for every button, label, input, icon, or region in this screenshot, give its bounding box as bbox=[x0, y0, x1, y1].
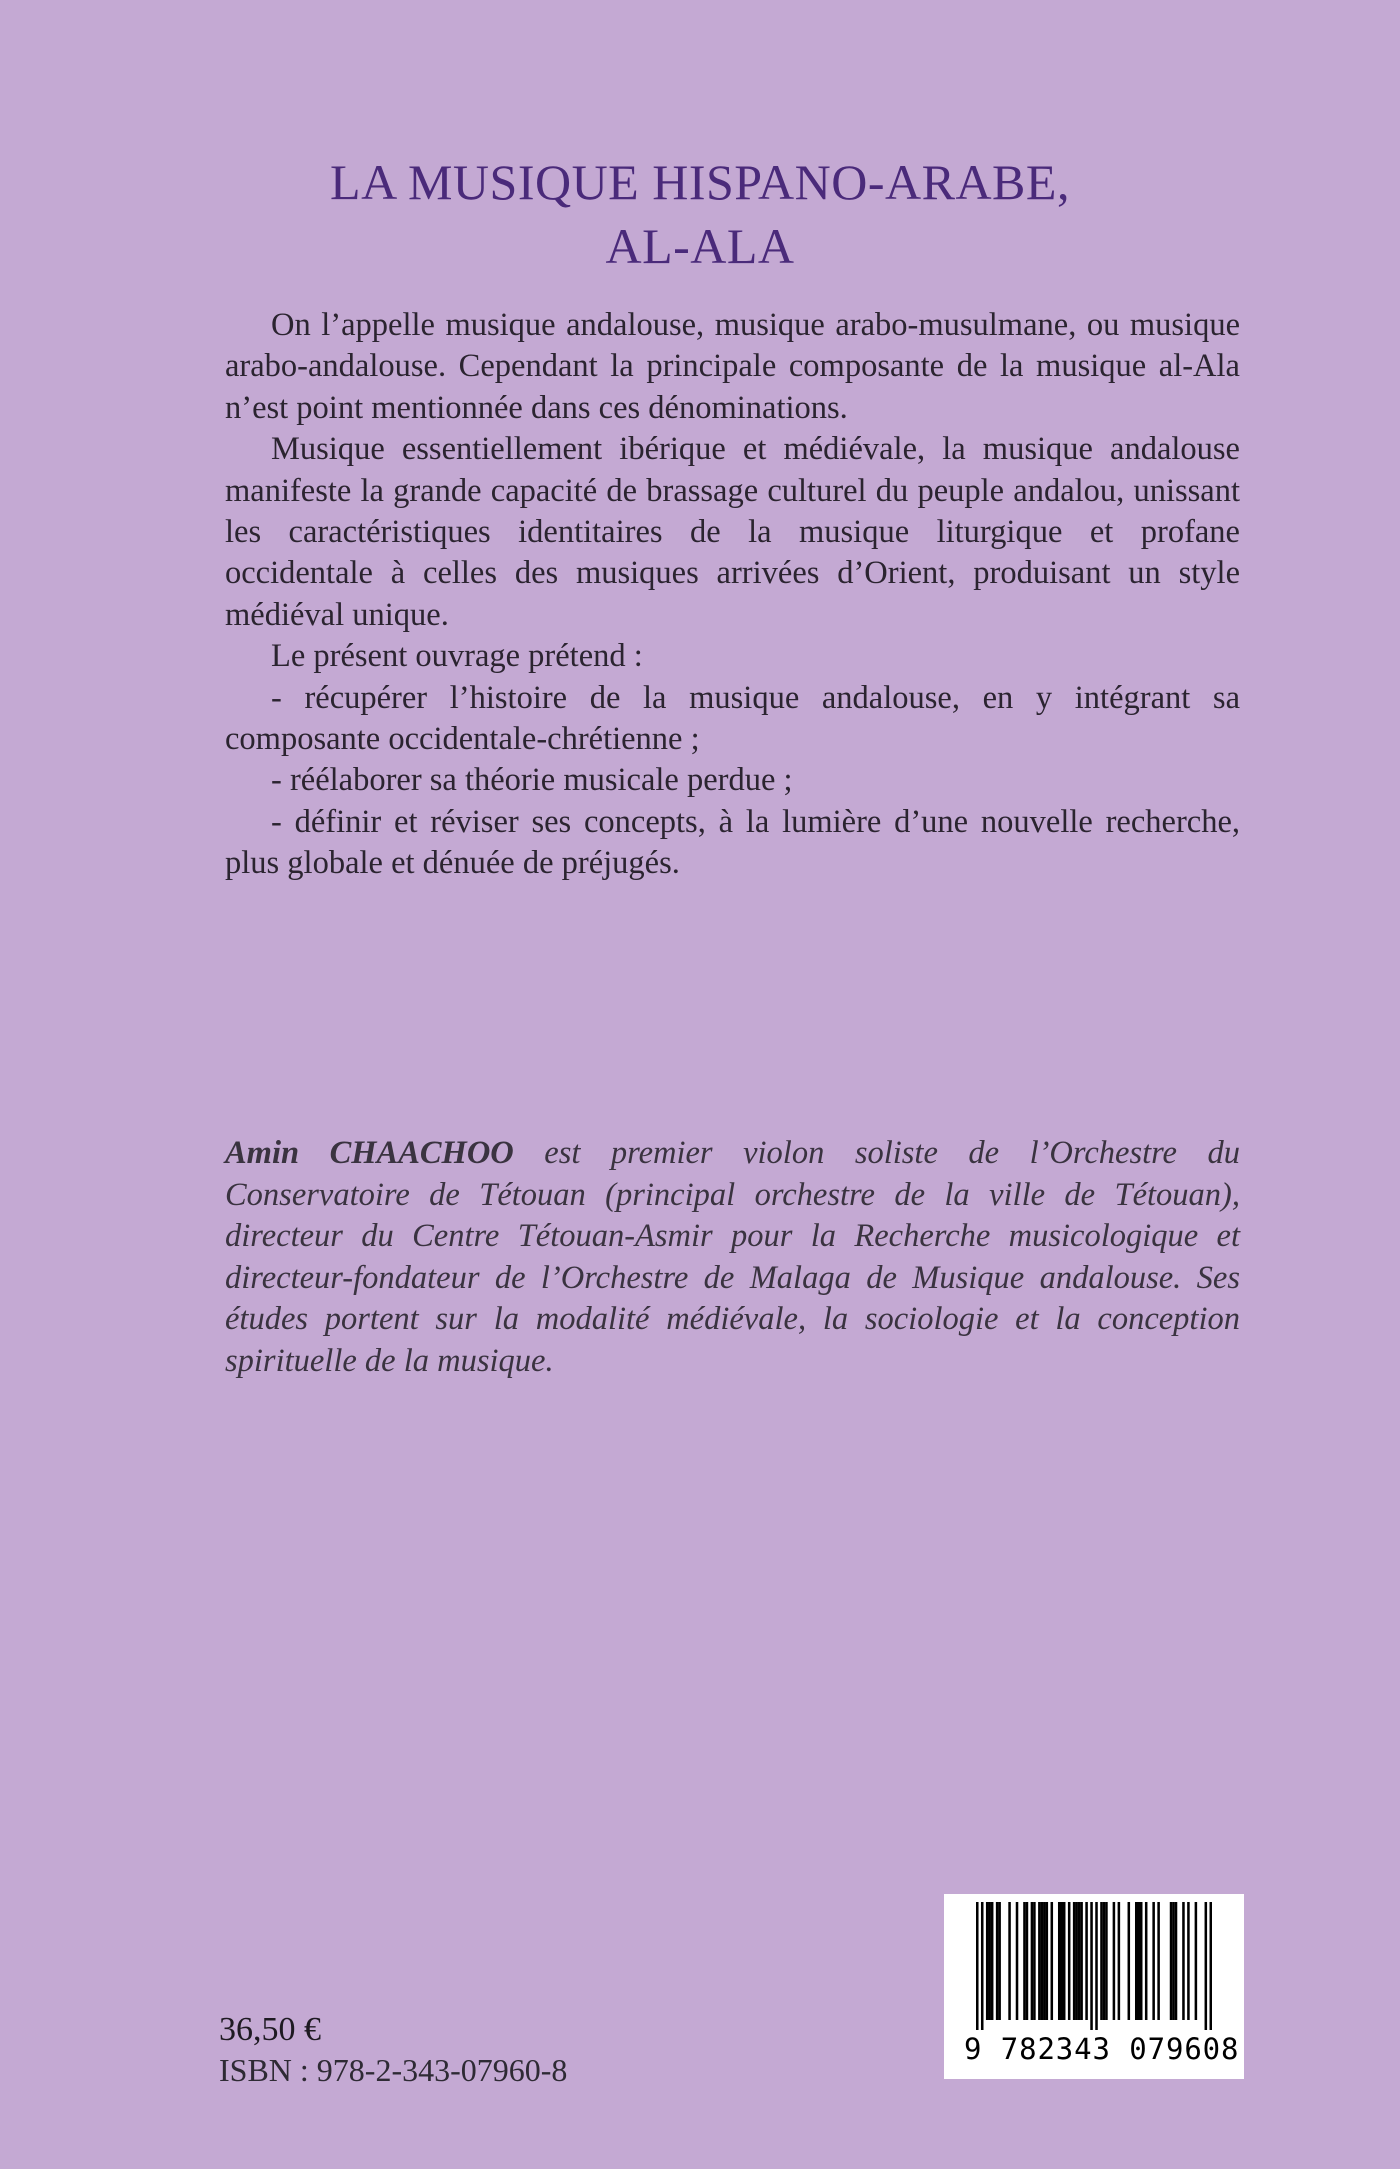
barcode-bar bbox=[1172, 1902, 1175, 2020]
barcode-bar bbox=[1103, 1902, 1106, 2020]
barcode-bar bbox=[981, 1902, 984, 2030]
synopsis-paragraph: Musique essentiellement ibérique et médiévale, la musique andalouse manifeste la grande capacité de brassage culturel du peuple andalou, unissant les caractéristiques identitaires de la musique liturgique et profane occidentale à celles des musiques arrivées d’Orient, produisant un style médiéval unique. bbox=[225, 431, 1240, 633]
barcode-bar bbox=[1175, 1902, 1178, 2020]
barcode-bar bbox=[1095, 1902, 1098, 2030]
price: 36,50 € bbox=[219, 2011, 321, 2048]
barcode-bar bbox=[1075, 1902, 1078, 2020]
barcode-bar bbox=[1031, 1902, 1034, 2020]
barcode-bar bbox=[1063, 1902, 1066, 2020]
barcode-digits: 9 782343 079608 bbox=[964, 2032, 1240, 2066]
barcode-bar bbox=[1078, 1902, 1081, 2020]
barcode-bar bbox=[1205, 1902, 1208, 2030]
barcode-bar bbox=[1195, 1902, 1198, 2020]
barcode-bar bbox=[988, 1902, 991, 2020]
synopsis-list-item: - définir et réviser ses concepts, à la lumière d’une nouvelle recherche, plus globale et dénuée de préjugés. bbox=[225, 803, 1240, 882]
barcode-bar bbox=[1145, 1902, 1148, 2020]
barcode-bar bbox=[1187, 1902, 1190, 2020]
barcode-bar bbox=[1043, 1902, 1046, 2020]
barcode-bar bbox=[1023, 1902, 1026, 2020]
barcode-bar bbox=[1170, 1902, 1173, 2020]
barcode-bar bbox=[1152, 1902, 1155, 2020]
author-bio-text: est premier violon soliste de l’Orchestre du Conservatoire de Tétouan (principal orchestre de la ville de Tétouan), directeur du Centre Tétouan-Asmir pour la Recherche musicologique et directeur-fondateur de l’Orchestre de Malaga de Musique andalouse. Ses études portent sur la modalité médiévale, la sociologie et la conception spirituelle de la musique. bbox=[225, 1135, 1240, 1379]
barcode-bar bbox=[991, 1902, 994, 2020]
barcode-bar bbox=[1058, 1902, 1061, 2020]
barcode-bar bbox=[1118, 1902, 1121, 2020]
isbn: ISBN : 978-2-343-07960-8 bbox=[219, 2052, 568, 2088]
barcode-bar bbox=[1033, 1902, 1036, 2020]
barcode-bar bbox=[996, 1902, 999, 2020]
book-title-line-2: AL-ALA bbox=[605, 218, 795, 274]
barcode-bar bbox=[1135, 1902, 1138, 2020]
barcode bbox=[944, 1894, 1244, 2079]
barcode-bar bbox=[1128, 1902, 1131, 2020]
barcode-bar bbox=[1210, 1902, 1212, 2030]
author-bio bbox=[225, 1133, 1240, 1383]
barcode-bar bbox=[1080, 1902, 1083, 2020]
synopsis-paragraph: Le présent ouvrage prétend : bbox=[271, 638, 643, 675]
barcode-bar bbox=[1105, 1902, 1108, 2020]
barcode-bar bbox=[1016, 1902, 1019, 2020]
barcode-bar bbox=[1060, 1902, 1063, 2020]
barcode-bars bbox=[976, 1902, 1212, 2030]
book-title bbox=[0, 150, 1400, 278]
synopsis-list-item: - réélaborer sa théorie musicale perdue ; bbox=[271, 762, 793, 799]
barcode-bar bbox=[1085, 1902, 1088, 2020]
barcode-bar bbox=[1090, 1902, 1093, 2030]
barcode-bar bbox=[1046, 1902, 1049, 2020]
author-name: Amin CHAACHOO bbox=[225, 1135, 514, 1171]
barcode-bar bbox=[998, 1902, 1001, 2020]
barcode-bar bbox=[1068, 1902, 1071, 2020]
barcode-bar bbox=[986, 1902, 989, 2020]
barcode-bar bbox=[1113, 1902, 1116, 2020]
barcode-bar bbox=[1041, 1902, 1044, 2020]
barcode-bar bbox=[1051, 1902, 1054, 2020]
barcode-bar bbox=[1026, 1902, 1029, 2020]
barcode-bar bbox=[1157, 1902, 1160, 2020]
barcode-bar bbox=[976, 1902, 979, 2030]
barcode-bar bbox=[1140, 1902, 1143, 2020]
barcode-bar bbox=[1008, 1902, 1011, 2020]
barcode-bar bbox=[1038, 1902, 1041, 2020]
barcode-bar bbox=[1137, 1902, 1140, 2020]
synopsis-list-item: - récupérer l’histoire de la musique andalouse, en y intégrant sa composante occidentale-chrétienne ; bbox=[225, 679, 1240, 758]
book-title-line-1: LA MUSIQUE HISPANO-ARABE, bbox=[330, 154, 1070, 210]
barcode-bar bbox=[1182, 1902, 1185, 2020]
barcode-bar bbox=[1073, 1902, 1076, 2020]
barcode-bar bbox=[1100, 1902, 1103, 2020]
synopsis bbox=[225, 305, 1240, 885]
synopsis-paragraph: On l’appelle musique andalouse, musique arabo-musulmane, ou musique arabo-andalouse. Cependant la principale composante de la musique al-Ala n’est point mentionnée dans ces dénominations. bbox=[225, 307, 1240, 426]
